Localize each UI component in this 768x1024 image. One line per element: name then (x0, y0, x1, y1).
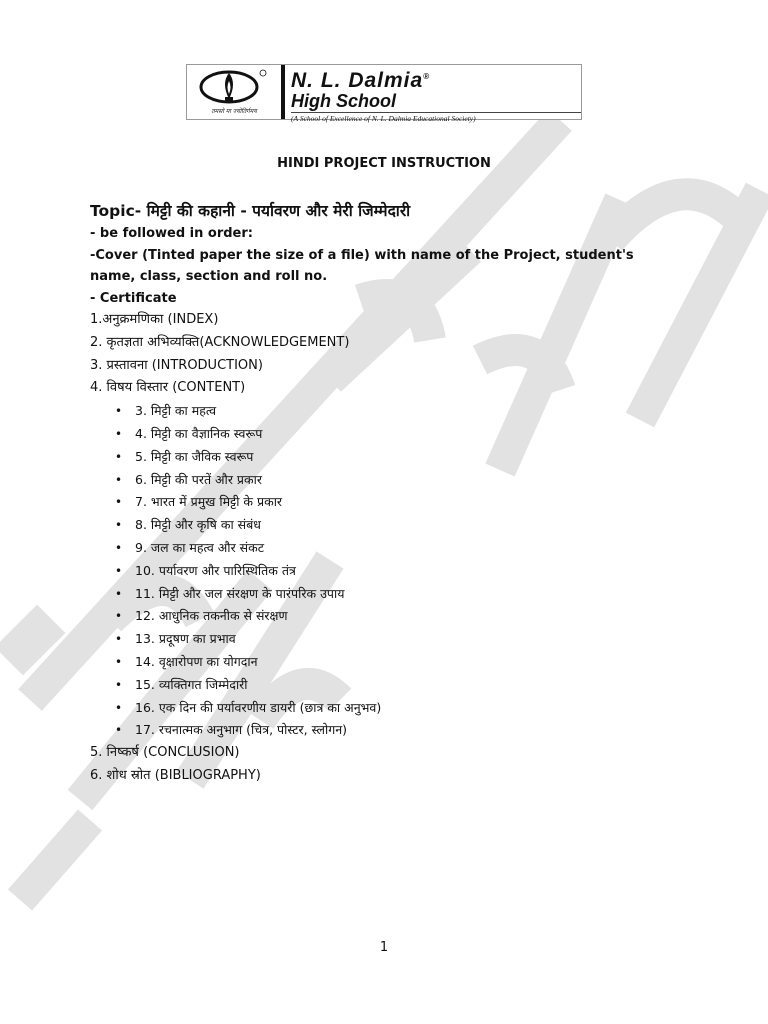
section-content: 4. विषय विस्तार (CONTENT) (90, 380, 246, 396)
list-item: • 7. भारत में प्रमुख मिट्टी के प्रकार (115, 491, 650, 514)
order-note: - be followed in order: (90, 226, 253, 241)
cover-note: -Cover (Tinted paper the size of a file) with name of the Project, student's name, class, section and roll no. (90, 247, 634, 284)
section-conclusion: 5. निष्कर्ष (CONCLUSION) (90, 745, 240, 761)
emblem-motto: तमसो मा ज्योतिर्गमय (211, 108, 257, 115)
list-item: • 14. वृक्षारोपण का योगदान (115, 651, 650, 674)
school-emblem (187, 65, 285, 119)
section-index: 1.अनुक्रमणिका (INDEX) (90, 312, 219, 327)
list-item: • 4. मिट्टी का वैज्ञानिक स्वरूप (115, 423, 650, 446)
project-topic: Topic- मिट्टी की कहानी - पर्यावरण और मेरी जिम्मेदारी (90, 202, 411, 220)
list-item: • 17. रचनात्मक अनुभाग (चित्र, पोस्टर, स्लोगन) (115, 719, 650, 742)
school-logo (186, 64, 582, 123)
list-item: • 10. पर्यावरण और पारिस्थितिक तंत्र (115, 560, 650, 583)
registered-mark: ® (423, 72, 431, 81)
content-subtopics-list (90, 400, 650, 742)
certificate-item: - Certificate (90, 290, 177, 306)
list-item: • 15. व्यक्तिगत जिम्मेदारी (115, 674, 650, 697)
list-item: • 16. एक दिन की पर्यावरणीय डायरी (छात्र का अनुभव) (115, 697, 650, 720)
list-item: • 8. मिट्टी और कृषि का संबंध (115, 514, 650, 537)
section-bibliography: 6. शोध स्रोत (BIBLIOGRAPHY) (90, 767, 261, 783)
list-item: • 3. मिट्टी का महत्व (115, 400, 650, 423)
school-tagline: (A School of Excellence of N. L. Dalmia Educational Society) (291, 112, 581, 124)
section-acknowledgement: 2. कृतज्ञता अभिव्यक्ति(ACKNOWLEDGEMENT) (90, 334, 350, 350)
section-introduction: 3. प्रस्तावना (INTRODUCTION) (90, 357, 263, 373)
list-item: • 6. मिट्टी की परतें और प्रकार (115, 469, 650, 492)
list-item: • 13. प्रदूषण का प्रभाव (115, 628, 650, 651)
instructions-body (90, 199, 650, 788)
school-name-line2: High School (291, 91, 396, 111)
page-number: 1 (379, 940, 389, 955)
school-name-block (285, 65, 581, 123)
page-title: HINDI PROJECT INSTRUCTION (277, 156, 491, 171)
list-item: • 12. आधुनिक तकनीक से संरक्षण (115, 605, 650, 628)
school-name-line1: N. L. Dalmia® (291, 69, 431, 92)
list-item: • 5. मिट्टी का जैविक स्वरूप (115, 446, 650, 469)
list-item: • 11. मिट्टी और जल संरक्षण के पारंपरिक उपाय (115, 583, 650, 606)
list-item: • 9. जल का महत्व और संकट (115, 537, 650, 560)
